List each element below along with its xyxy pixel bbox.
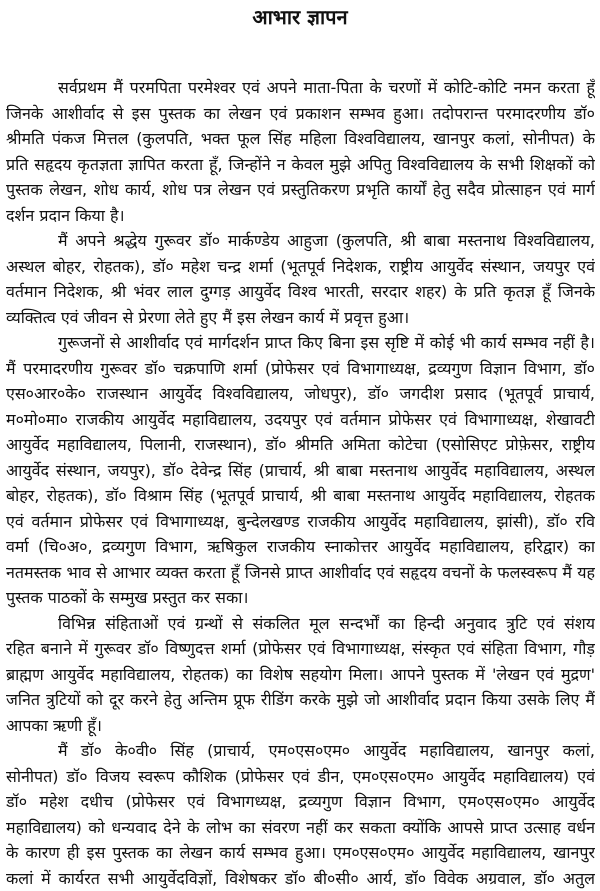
text-line: पुस्तक पाठकों के सम्मुख प्रस्तुत कर सका। <box>6 585 595 611</box>
text-line: विभिन्न संहिताओं एवं ग्रन्थों से संकलित मूल सन्दर्भों का हिन्दी अनुवाद त्रुटि एवं संशय <box>6 611 595 637</box>
text-line: आपका ऋणी हूँ। <box>6 713 595 739</box>
text-line: ब्राह्मण आयुर्वेद महाविद्यालय, रोहतक) का विशेष सहयोग मिला। आपने पुस्तक में 'लेखन एवं मुद्रण' <box>6 662 595 688</box>
text-line: म०मो०मा० राजकीय आयुर्वेद महाविद्यालय, उदयपुर एवं वर्तमान प्रोफेसर एवं विभागाध्यक्ष, शेखावटी <box>6 407 595 433</box>
text-line: श्रीमति पंकज मित्तल (कुलपति, भक्त फूल सिंह महिला विश्वविद्यालय, खानपुर कलां, सोनीपत) के <box>6 126 595 152</box>
text-line: मैं अपने श्रद्धेय गुरूवर डॉ० मार्कण्डेय आहुजा (कुलपति, श्री बाबा मस्तनाथ विश्वविद्यालय, <box>6 228 595 254</box>
text-line: के कारण ही इस पुस्तक का लेखन कार्य सम्भव हुआ। एम०एस०एम० आयुर्वेद महाविद्यालय, खानपुर <box>6 840 595 866</box>
text-line: जनित त्रुटियों को दूर करने हेतु अन्तिम प्रूफ रीडिंग करके मुझे जो आशीर्वाद प्रदान किया उसके लिए मैं <box>6 687 595 713</box>
text-line: व्यक्तित्व एवं जीवन से प्रेरणा लेते हुए मैं इस लेखन कार्य में प्रवृत्त हुआ। <box>6 305 595 331</box>
text-line: एवं वर्तमान प्रोफेसर एवं विभागाध्यक्ष, बुन्देलखण्ड राजकीय आयुर्वेद महाविद्यालय, झांसी), डॉ० रवि <box>6 509 595 535</box>
text-line: सोनीपत) डॉ० विजय स्वरूप कौशिक (प्रोफेसर एवं डीन, एम०एस०एम० आयुर्वेद महाविद्यालय) एवं <box>6 764 595 790</box>
text-line: नतमस्तक भाव से आभार व्यक्त करता हूँ जिनसे प्राप्त आशीर्वाद एवं सहृदय वचनों के फलस्वरूप मैं यह <box>6 560 595 586</box>
text-line: बोहर, रोहतक), डॉ० विश्राम सिंह (भूतपूर्व प्राचार्य, श्री बाबा मस्तनाथ आयुर्वेद महाविद्यालय, रोहतक <box>6 483 595 509</box>
text-line: आयुर्वेद महाविद्यालय, पिलानी, राजस्थान), डॉ० श्रीमति अमिता कोटेचा (एसोसिएट प्रोफ़ेसर, राष्ट्रीय <box>6 432 595 458</box>
text-line: दर्शन प्रदान किया है। <box>6 203 595 229</box>
text-line: एस०आर०के० राजस्थान आयुर्वेद विश्वविद्यालय, जोधपुर), डॉ० जगदीश प्रसाद (भूतपूर्व प्राचार्य, <box>6 381 595 407</box>
text-line: पुस्तक लेखन, शोध कार्य, शोध पत्र लेखन एवं प्रस्तुतिकरण प्रभृति कार्यों हेतु सदैव प्रोत्साहन एवं मार्ग <box>6 177 595 203</box>
text-line: महाविद्यालय) को धन्यवाद देने के लोभ का संवरण नहीं कर सकता क्योंकि आपसे प्राप्त उत्साह वर्धन <box>6 815 595 841</box>
text-line: डॉ० महेश दधीच (प्रोफेसर एवं विभागध्यक्ष, द्रव्यगुण विज्ञान विभाग, एम०एस०एम० आयुर्वेद <box>6 789 595 815</box>
text-line: सर्वप्रथम मैं परमपिता परमेश्वर एवं अपने माता-पिता के चरणों में कोटि-कोटि नमन करता हूँ <box>6 75 595 101</box>
text-line: आयुर्वेद संस्थान, जयपुर), डॉ० देवेन्द्र सिंह (प्राचार्य, श्री बाबा मस्तनाथ आयुर्वेद महाविद्यालय, अस्थल <box>6 458 595 484</box>
text-line: जिनके आशीर्वाद से इस पुस्तक का लेखन एवं प्रकाशन सम्भव हुआ। तदोपरान्त परमादरणीय डॉ० <box>6 101 595 127</box>
text-line: मैं डॉ० के०वी० सिंह (प्राचार्य, एम०एस०एम० आयुर्वेद महाविद्यालय, खानपुर कलां, <box>6 738 595 764</box>
text-line: वर्तमान निदेशक, श्री भंवर लाल दुग्गड़ आयुर्वेद विश्व भारती, सरदार शहर) के प्रति कृतज्ञ हूँ जिनके <box>6 279 595 305</box>
text-line: कलां में कार्यरत सभी आयुर्वेदविज्ञों, विशेषकर डॉ० बी०सी० आर्य, डॉ० विवेक अग्रवाल, डॉ० अतुल <box>6 866 595 891</box>
acknowledgement-body <box>6 75 595 891</box>
text-line: गुरूजनों से आशीर्वाद एवं मार्गदर्शन प्राप्त किए बिना इस सृष्टि में कोई भी कार्य सम्भव नहीं है। <box>6 330 595 356</box>
text-line: रहित बनाने में गुरूवर डॉ० विष्णुदत्त शर्मा (प्रोफेसर एवं विभागाध्यक्ष, संस्कृत एवं संहिता विभाग, गौड़ <box>6 636 595 662</box>
page-title: आभार ज्ञापन <box>0 2 600 32</box>
text-line: वर्मा (चि०अ०, द्रव्यगुण विभाग, ऋषिकुल राजकीय स्नाकोत्तर आयुर्वेद महाविद्यालय, हरिद्वार) का <box>6 534 595 560</box>
text-line: प्रति सहृदय कृतज्ञता ज्ञापित करता हूँ, जिन्होंने न केवल मुझे अपितु विश्वविद्यालय के सभी शिक्षकों को <box>6 152 595 178</box>
text-line: मैं परमादरणीय गुरूवर डॉ० चक्रपाणि शर्मा (प्रोफेसर एवं विभागाध्यक्ष, द्रव्यगुण विज्ञान विभाग, डॉ० <box>6 356 595 382</box>
text-line: अस्थल बोहर, रोहतक), डॉ० महेश चन्द्र शर्मा (भूतपूर्व निदेशक, राष्ट्रीय आयुर्वेद संस्थान, जयपुर एवं <box>6 254 595 280</box>
